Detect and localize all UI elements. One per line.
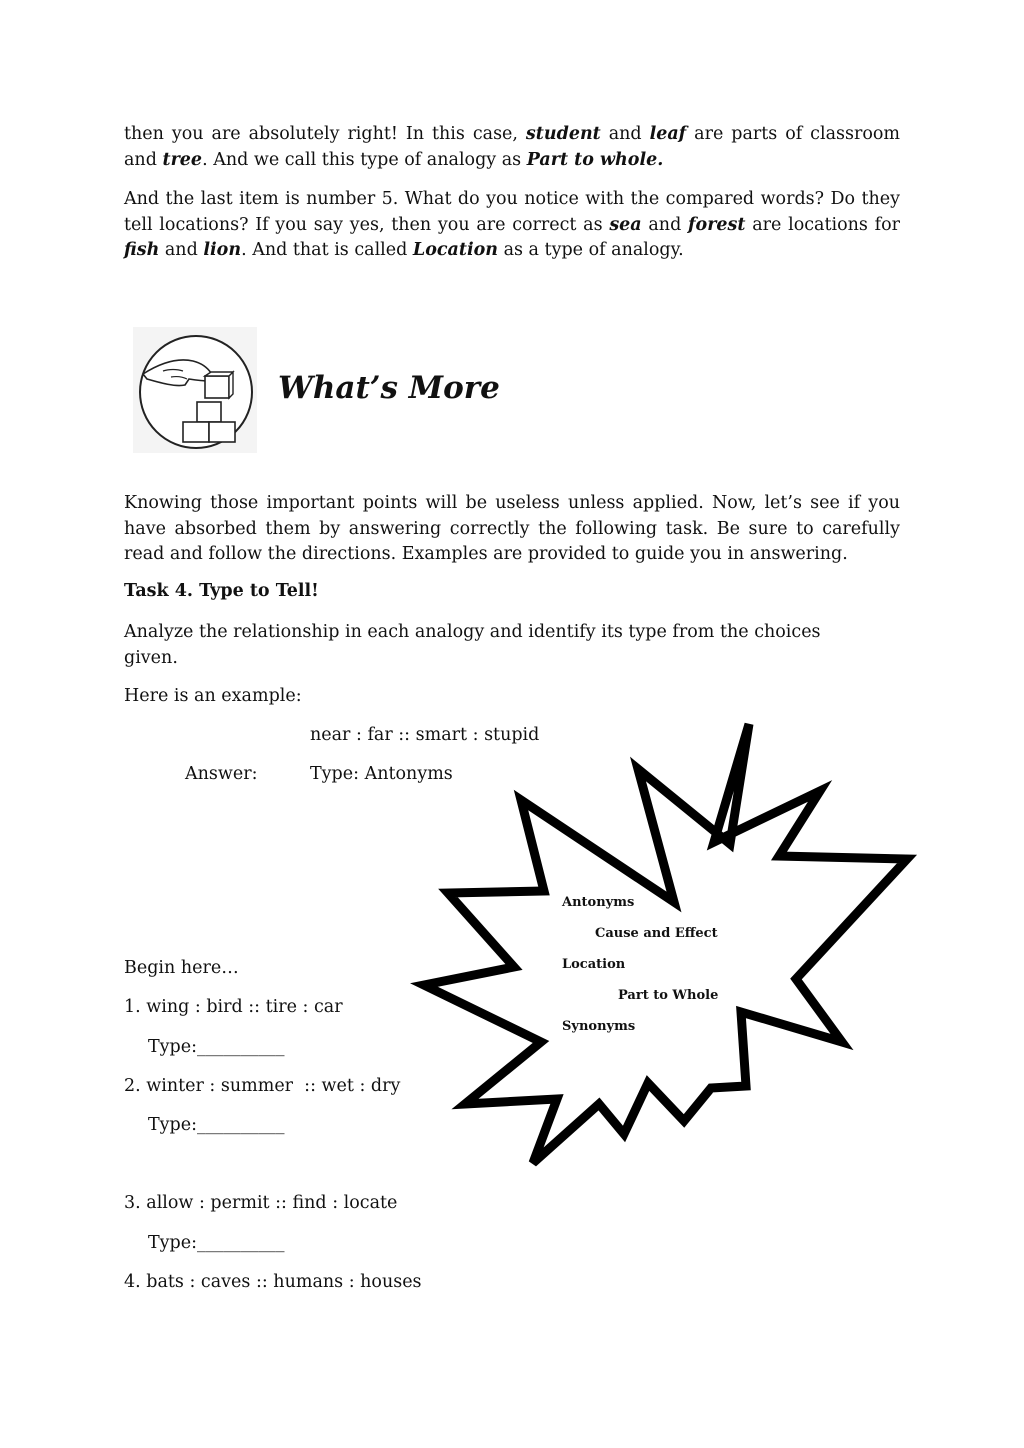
- choice-synonyms: Synonyms: [562, 1019, 636, 1034]
- task-instructions: Analyze the relationship in each analogy and identify its type from the choices given.: [124, 622, 821, 668]
- begin-label: Begin here…: [124, 958, 239, 978]
- paragraph-intro: Knowing those important points will be useless unless applied. Now, let’s see if you have absorbed them by answering correctly the following task. Be sure to carefully read and follow the directions. Examples are provided to guide you in answering.: [124, 493, 900, 564]
- choice-location: Location: [562, 957, 626, 972]
- item-1-type-blank[interactable]: Type:__________: [148, 1037, 285, 1057]
- section-title: What’s More: [278, 370, 500, 406]
- item-1-analogy: 1. wing : bird :: tire : car: [124, 997, 343, 1017]
- item-3-type-blank[interactable]: Type:__________: [148, 1233, 285, 1253]
- choice-part-to-whole: Part to Whole: [618, 988, 719, 1003]
- example-intro: Here is an example:: [124, 686, 302, 706]
- choice-antonyms: Antonyms: [562, 895, 635, 910]
- item-2-type-blank[interactable]: Type:__________: [148, 1115, 285, 1135]
- choice-cause-and-effect: Cause and Effect: [595, 926, 718, 941]
- item-2-analogy: 2. winter : summer :: wet : dry: [124, 1076, 401, 1096]
- answer-label: Answer:: [185, 764, 258, 784]
- item-3-analogy: 3. allow : permit :: find : locate: [124, 1193, 398, 1213]
- example-analogy: near : far :: smart : stupid: [310, 725, 540, 745]
- hand-stacking-blocks-icon: [133, 327, 257, 453]
- task-title: Task 4. Type to Tell!: [124, 581, 319, 601]
- item-4-analogy: 4. bats : caves :: humans : houses: [124, 1272, 422, 1292]
- paragraph-location: And the last item is number 5. What do you notice with the compared words? Do they tell locations? If you say yes, then you are correct as sea and forest are locations for fish and lion. And that is called Location as a type of analogy.: [124, 189, 900, 260]
- starburst-shape: [410, 712, 920, 1182]
- paragraph-part-to-whole: then you are absolutely right! In this case, student and leaf are parts of classroom and tree. And we call this type of analogy as Part to whole.: [124, 124, 900, 170]
- answer-value: Type: Antonyms: [310, 764, 453, 784]
